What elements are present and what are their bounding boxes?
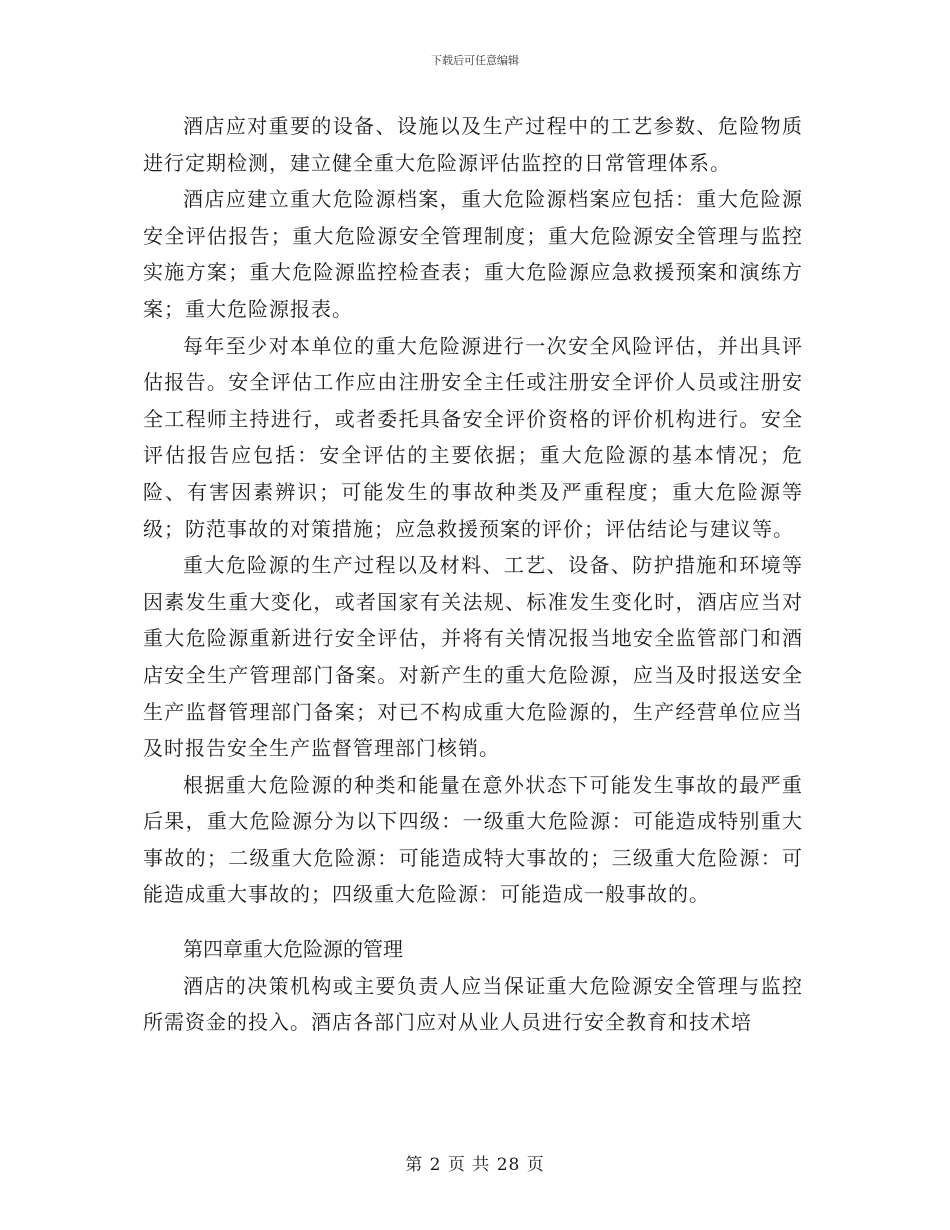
paragraph-hazard-levels: 根据重大危险源的种类和能量在意外状态下可能发生事故的最严重后果，重大危险源分为以下四级：一级重大危险源：可能造成特别重大事故的；二级重大危险源：可能造成特大事故的；三级重大危险源：可能造成重大事故的；四级重大危险源：可能造成一般事故的。: [143, 772, 803, 907]
paragraph-annual-assessment: 每年至少对本单位的重大危险源进行一次安全风险评估，并出具评估报告。安全评估工作应由注册安全主任或注册安全评价人员或注册安全工程师主持进行，或者委托具备安全评价资格的评价机构进行。安全评估报告应包括：安全评估的主要依据；重大危险源的基本情况；危险、有害因素辨识；可能发生的事故种类及严重程度；重大危险源等级；防范事故的对策措施；应急救援预案的评价；评估结论与建议等。: [143, 333, 803, 541]
document-body: [143, 108, 803, 1041]
paragraph-reassessment: 重大危险源的生产过程以及材料、工艺、设备、防护措施和环境等因素发生重大变化，或者国家有关法规、标准发生变化时，酒店应当对重大危险源重新进行安全评估，并将有关情况报当地安全监管部门和酒店安全生产管理部门备案。对新产生的重大危险源，应当及时报送安全生产监督管理部门备案；对已不构成重大危险源的，生产经营单位应当及时报告安全生产监督管理部门核销。: [143, 553, 803, 761]
chapter-heading: 第四章重大危险源的管理: [183, 937, 403, 962]
page-header-note: 下载后可任意编辑: [431, 54, 519, 67]
paragraph-hazard-archive: 酒店应建立重大危险源档案，重大危险源档案应包括：重大危险源安全评估报告；重大危险源安全管理制度；重大危险源安全管理与监控实施方案；重大危险源监控检查表；重大危险源应急救援预案和演练方案；重大危险源报表。: [143, 187, 803, 321]
paragraph-equipment-inspection: 酒店应对重要的设备、设施以及生产过程中的工艺参数、危险物质进行定期检测，建立健全重大危险源评估监控的日常管理体系。: [143, 114, 803, 175]
page-number-footer: 第 2 页 共 28 页: [405, 1155, 545, 1175]
paragraph-funding-training: 酒店的决策机构或主要负责人应当保证重大危险源安全管理与监控所需资金的投入。酒店各部门应对从业人员进行安全教育和技术培: [143, 973, 803, 1035]
